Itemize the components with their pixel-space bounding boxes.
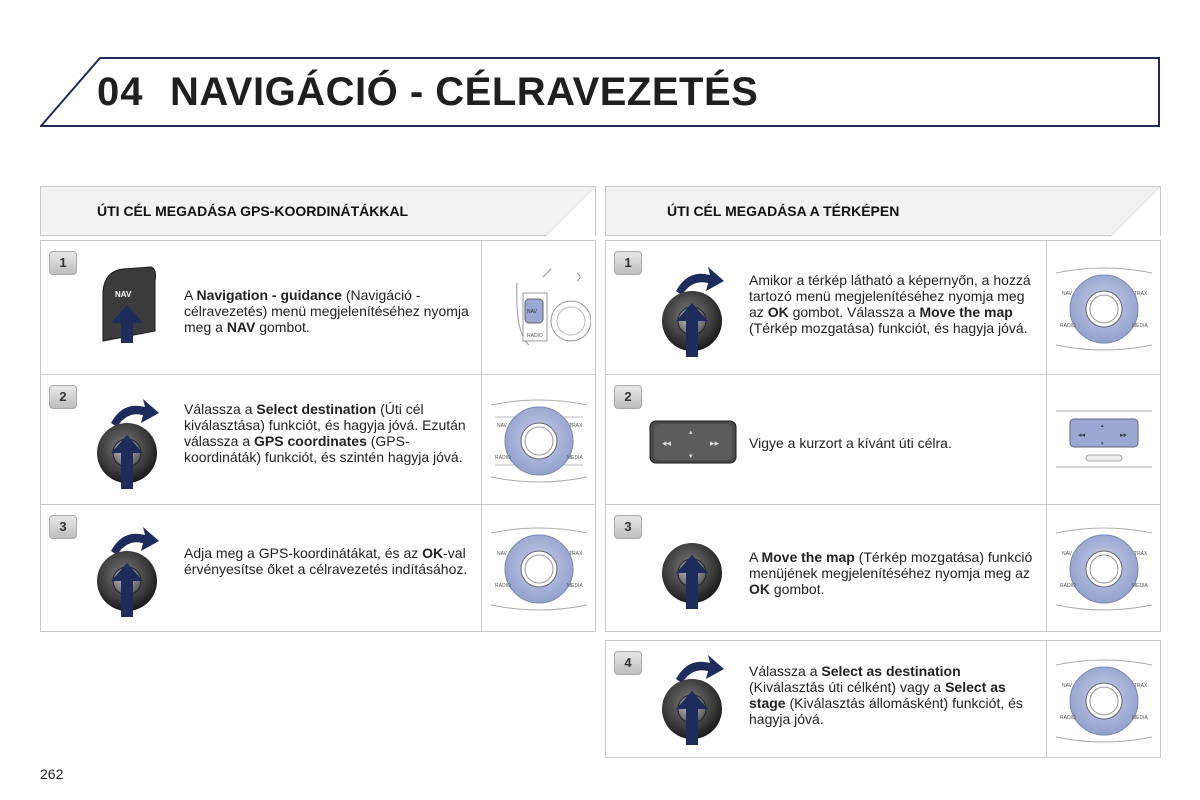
step-text-part: (Térkép mozgatása) funkció menüjének megjelenítéséhez nyomja meg az <box>749 549 1033 581</box>
step-text <box>749 272 1039 336</box>
knob-panel-thumbnail <box>487 395 591 492</box>
step-text <box>749 435 1039 451</box>
section-heading-map <box>605 186 1161 236</box>
media-label: MEDIA <box>1132 715 1148 721</box>
nav-label: NAV <box>497 551 507 557</box>
step-text <box>184 545 479 577</box>
step-number-badge: 4 <box>614 651 642 675</box>
divider <box>481 241 482 374</box>
step-text-part: -val érvényesítse őket a célravezetés indításához. <box>184 545 468 577</box>
media-label: MEDIA <box>567 455 583 461</box>
step-text-part: NAV <box>226 319 256 335</box>
step-text-part: gombot. <box>255 319 310 335</box>
trax-label: TRAX <box>1134 683 1148 689</box>
map-step-1 <box>605 240 1161 375</box>
nav-panel-thumbnail <box>487 263 591 358</box>
map-step-3 <box>605 504 1161 632</box>
step-text-part: gombot. <box>770 581 825 597</box>
nav-label: NAV <box>115 290 132 299</box>
trax-label: TRAX <box>1134 291 1148 297</box>
trax-label: TRAX <box>569 423 583 429</box>
media-label: MEDIA <box>1132 583 1148 589</box>
section-title: ÚTI CÉL MEGADÁSA GPS-KOORDINÁTÁKKAL <box>97 203 409 219</box>
nav-label: NAV <box>1062 291 1072 297</box>
media-label: MEDIA <box>1132 323 1148 329</box>
trax-label: TRAX <box>569 551 583 557</box>
step-text-part: (Úti cél kiválasztása) funkciót, és hagyja jóvá. Ezután válassza a <box>184 401 466 449</box>
step-text-part: (Térkép mozgatása) funkciót, és hagyja jóvá. <box>749 320 1028 336</box>
step-text-part: (Navigáció - célravezetés) menü megjelenítéséhez nyomja meg a <box>184 287 469 335</box>
direction-pad-thumbnail <box>1052 407 1156 482</box>
step-text-part: OK <box>422 545 444 561</box>
step-text-part: GPS coordinates <box>254 433 367 449</box>
svg-text:◂◂: ◂◂ <box>662 439 672 449</box>
knob-press-icon <box>658 511 730 620</box>
rotate-knob-press-icon <box>658 647 730 756</box>
chapter-number: 04 <box>97 70 144 114</box>
svg-text:▸▸: ▸▸ <box>710 439 720 449</box>
step-text-part: Amikor a térkép látható a képernyőn, a hozzá tartozó menü megjelenítéséhez nyomja meg az <box>749 272 1031 320</box>
step-text-part: (GPS-koordináták) funkciót, és szintén hagyja jóvá. <box>184 433 463 465</box>
step-text-part: Select as stage <box>749 679 1006 711</box>
map-step-2 <box>605 374 1161 505</box>
media-label: MEDIA <box>567 583 583 589</box>
step-number-badge: 1 <box>49 251 77 275</box>
rotate-knob-press-icon <box>93 391 165 500</box>
nav-label: NAV <box>1062 551 1072 557</box>
step-text-part: OK <box>767 304 789 320</box>
gps-step-1 <box>40 240 596 375</box>
step-number-badge: 3 <box>49 515 77 539</box>
knob-panel-thumbnail <box>1052 655 1156 752</box>
step-text-part: Navigation - guidance <box>196 287 342 303</box>
step-number-badge: 3 <box>614 515 642 539</box>
page-number: 262 <box>40 766 64 782</box>
step-text-part: A <box>749 549 762 565</box>
step-text-part: (Kiválasztás állomásként) funkciót, és hagyja jóvá. <box>749 695 1023 727</box>
divider <box>1046 241 1047 374</box>
radio-label: RADIO <box>495 583 511 589</box>
divider <box>1046 641 1047 757</box>
nav-label: NAV <box>497 423 507 429</box>
chapter-title: NAVIGÁCIÓ - CÉLRAVEZETÉS <box>170 70 759 114</box>
radio-label: RADIO <box>495 455 511 461</box>
step-number-badge: 2 <box>49 385 77 409</box>
knob-panel-thumbnail <box>1052 263 1156 360</box>
gps-step-2 <box>40 374 596 505</box>
step-text-part: Select destination <box>256 401 377 417</box>
step-text-part: Move the map <box>761 549 855 565</box>
step-text-part: Adja meg a GPS-koordinátákat, és az <box>184 545 423 561</box>
divider <box>481 505 482 631</box>
step-text <box>749 663 1039 727</box>
svg-text:▾: ▾ <box>689 452 693 460</box>
step-text <box>184 287 474 335</box>
step-number-badge: 2 <box>614 385 642 409</box>
rotate-knob-press-icon <box>658 259 730 368</box>
knob-panel-thumbnail <box>1052 523 1156 620</box>
step-text-part: Válassza a <box>184 401 257 417</box>
svg-text:▾: ▾ <box>1101 441 1104 447</box>
gps-step-3 <box>40 504 596 632</box>
step-text-part: gombot. Válassza a <box>788 304 920 320</box>
step-text-part: (Kiválasztás úti célként) vagy a <box>749 679 946 695</box>
radio-label: RADIO <box>1060 323 1076 329</box>
step-text-part: Move the map <box>919 304 1013 320</box>
svg-text:▴: ▴ <box>1101 423 1104 429</box>
step-text <box>184 401 474 465</box>
step-text-part: Vigye a kurzort a kívánt úti célra. <box>749 435 952 451</box>
step-text-part: Válassza a <box>749 663 822 679</box>
step-text-part: Select as destination <box>821 663 961 679</box>
radio-label: RADIO <box>1060 715 1076 721</box>
rotate-knob-press-icon <box>93 519 165 628</box>
step-text-part: OK <box>749 581 770 597</box>
svg-text:◂◂: ◂◂ <box>1078 431 1086 439</box>
step-number-badge: 1 <box>614 251 642 275</box>
knob-panel-thumbnail <box>487 523 591 620</box>
divider <box>1046 505 1047 631</box>
nav-button-press-icon <box>91 261 171 366</box>
radio-label: RADIO <box>527 333 543 339</box>
divider <box>481 375 482 504</box>
svg-text:▸▸: ▸▸ <box>1120 431 1128 439</box>
divider <box>1046 375 1047 504</box>
section-heading-gps <box>40 186 596 236</box>
nav-label: NAV <box>527 309 537 315</box>
direction-pad-icon <box>648 419 738 470</box>
radio-label: RADIO <box>1060 583 1076 589</box>
step-text <box>749 549 1039 597</box>
svg-text:▴: ▴ <box>689 428 693 436</box>
step-text-part: A <box>184 287 197 303</box>
nav-label: NAV <box>1062 683 1072 689</box>
map-step-4 <box>605 640 1161 758</box>
trax-label: TRAX <box>1134 551 1148 557</box>
section-title: ÚTI CÉL MEGADÁSA A TÉRKÉPEN <box>667 203 900 219</box>
